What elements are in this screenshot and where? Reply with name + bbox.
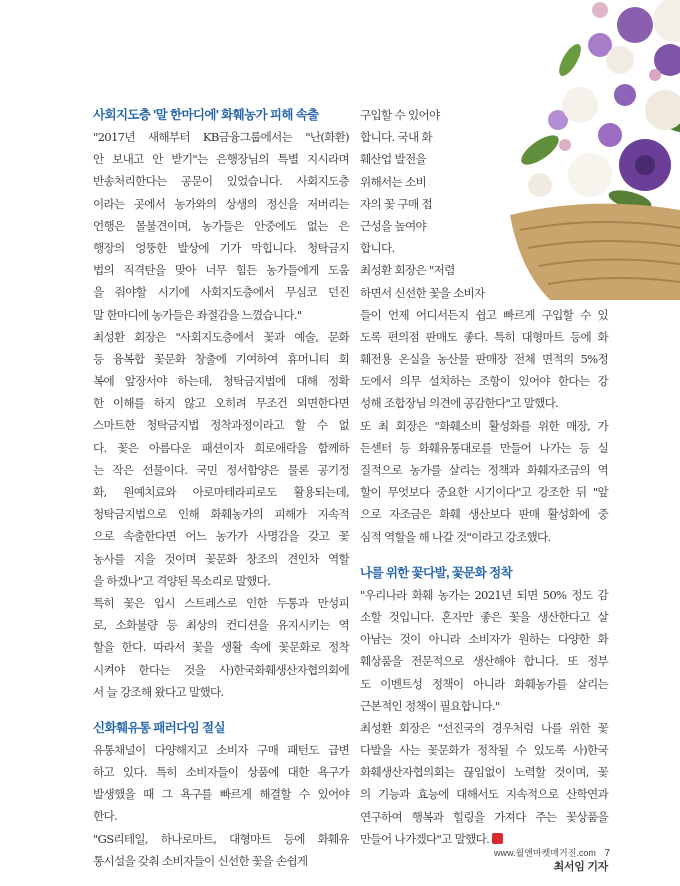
text-line: 반송처리한다는 공문이 있었습니다. 사회지도층	[93, 174, 349, 189]
text-line: "우리나라 화훼 농가는 2021년 되면 50% 정도 감	[360, 587, 608, 602]
text-line: 합니다. 국내 화	[360, 130, 432, 145]
text-line: 화, 원예치료와 아로마테라피로도 활용되는데,	[93, 485, 349, 499]
text-line: 할이 무엇보다 중요한 시기이다"고 강조한 뒤 "앞	[360, 485, 608, 500]
text-line: 으로 속출한다면 어느 농가가 사명감을 갖고 꽃	[93, 529, 349, 544]
text-line: 아남는 것이 아니라 소비자가 원하는 다양한 화	[360, 632, 608, 647]
text-line: 도 이벤트성 정책이 아니라 화훼농가를 살리는	[360, 676, 608, 691]
footer-url: www.월앤마켓매거진.com	[494, 848, 596, 858]
text-line: 농사를 지을 것이며 꽃문화 창조의 견인차 역할	[93, 551, 349, 566]
text-line: 들이 언제 어디서든지 쉽고 빠르게 구입할 수 있	[360, 307, 608, 322]
text-line: 통시설을 갖춰 소비자들이 신선한 꽃을 손쉽게	[93, 853, 308, 868]
text-line: 의 기능과 효능에 대해서도 지속적으로 산학연과	[360, 787, 608, 802]
section-2-continued-body	[360, 104, 608, 548]
text-line: 복에 앞장서야 하는데, 청탁금지법에 대해 정확	[93, 374, 349, 389]
text-line: 을 줘야할 시기에 사회지도층에서 무심코 던진	[93, 285, 349, 300]
text-line: 로, 소화불량 등 최상의 컨디션을 유지시키는 역	[93, 618, 349, 633]
text-line: 성해 조합장님 의견에 공감한다"고 말했다.	[360, 396, 559, 411]
text-line: 특히 꽃은 입시 스트레스로 인한 두통과 만성피	[93, 595, 349, 610]
text-line: 한다.	[93, 809, 117, 824]
text-line: 위해서는 소비	[360, 174, 426, 189]
text-line: 든센터 등 화훼유통대로를 만들어 나가는 등 실	[360, 440, 608, 455]
text-line: 최성환 회장은 "저렴	[360, 263, 455, 278]
text-line: 소할 것입니다. 혼자만 좋은 꽃을 생산한다고 살	[360, 609, 608, 624]
text-line: 할을 한다. 따라서 꽃을 생활 속에 꽃문화로 정착	[93, 640, 349, 655]
text-line: 는 작은 선물이다. 국민 정서함양은 물론 공기정	[93, 462, 349, 477]
text-line: 스마트한 청탁금지법 정착과정이라고 할 수 없	[93, 418, 349, 433]
text-line: 말 한마디에 농가들은 좌절감을 느꼈습니다."	[93, 307, 302, 322]
text-line: 다. 꽃은 아름다운 패션이자 희로애락을 함께하	[93, 440, 349, 455]
text-line: 안 보내고 안 받기"는 은행장님의 특별 지시라며	[93, 152, 349, 167]
text-line: 하고 있다. 특히 소비자들이 상품에 대한 욕구가	[93, 765, 349, 780]
text-line: 화훼생산자협의회는 끊임없이 노력할 것이며, 꽃	[360, 765, 608, 780]
text-line: 근성을 높여야	[360, 218, 426, 233]
text-line: 한 이해를 하지 않고 오히려 무조건 외면한다면	[93, 396, 349, 411]
text-line: 으로 자조금은 화훼 생산보다 판매 활성화에 중	[360, 507, 608, 522]
left-column	[93, 104, 349, 872]
text-line: 발생했을 때 그 욕구를 빠르게 해결할 수 있어야	[93, 787, 349, 802]
text-line: 근본적인 정책이 필요합니다."	[360, 698, 500, 713]
text-line: 도에서 의무 설치하는 조항이 있어야 한다는 강	[360, 374, 608, 389]
text-line: 행장의 엉뚱한 발상에 기가 막힙니다. 청탁금지	[93, 240, 349, 255]
text-line: 시켜야 한다는 것을 사)한국화훼생산자협의회에	[93, 662, 349, 677]
page-number: 7	[604, 848, 610, 859]
text-line: 훼산업 발전을	[360, 152, 426, 167]
right-column	[360, 104, 608, 874]
text-line: 훼상품을 전문적으로 생산해야 합니다. 또 정부	[360, 654, 608, 669]
text-line: 만들어 나가겠다"고 말했다.	[360, 828, 608, 850]
section-1-body	[93, 126, 349, 703]
text-line: 구입할 수 있어야	[360, 108, 440, 122]
section-heading-1: 사회지도층 '말 한마디에' 화훼농가 피해 속출	[93, 108, 319, 122]
text-line: 질적으로 농가를 살리는 정책과 화훼자조금의 역	[360, 463, 608, 477]
text-line: 최성환 회장은 "선진국의 경우처럼 나를 위한 꽃	[360, 720, 608, 735]
section-2-body	[93, 739, 349, 872]
text-line: 훼전용 온실을 농산물 판매장 전체 면적의 5%정	[360, 352, 608, 367]
text-line: 또 최 회장은 "화훼소비 활성화를 위한 매장, 가	[360, 418, 608, 433]
text-line: 연구하여 행복과 힐링을 가져다 주는 꽃상품을	[360, 809, 608, 824]
text-line: 합니다.	[360, 241, 395, 256]
text-line: "GS리테일, 하나로마트, 대형마트 등에 화훼유	[93, 831, 349, 846]
section-heading-2: 신화훼유통 패러다임 절실	[93, 720, 225, 735]
text-line: 이라는 곳에서 농가와의 상생의 정신을 저버리는	[93, 196, 349, 211]
text-line: 최성환 회장은 "사회지도층에서 꽃과 예술, 문화	[93, 329, 349, 344]
section-3-body	[360, 584, 608, 850]
text-line: 심적 역할을 해 나갈 것"이라고 강조했다.	[360, 529, 551, 544]
text-line: "2017년 새해부터 KB금융그룹에서는 "난(화환)	[93, 130, 349, 144]
page-footer	[494, 846, 610, 859]
text-line: 언행은 몰불견이며, 농가들은 안중에도 없는 은	[93, 218, 349, 233]
text-line: 청탁금지법으로 인해 화훼농가의 피해가 지속적	[93, 507, 349, 522]
text-line: 자의 꽃 구매 접	[360, 196, 432, 211]
text-line: 하면서 신선한 꽃을 소비자	[360, 285, 485, 300]
text-line: 서 늘 강조해 왔다고 말했다.	[93, 684, 224, 699]
section-heading-3: 나를 위한 꽃다발, 꽃문화 정착	[360, 565, 513, 580]
text-line: 을 하겠나"고 격양된 목소리로 말했다.	[93, 573, 271, 588]
text-line: 유통채널이 다양해지고 소비자 구매 패턴도 급변	[93, 742, 349, 757]
text-line: 도록 편의점 판매도 좋다. 특히 대형마트 등에 화	[360, 329, 608, 344]
article-end-icon	[492, 833, 503, 844]
text-line: 등 융복합 꽃문화 창출에 기여하여 휴머니티 회	[93, 351, 349, 366]
text-line: 법의 직격탄을 맞아 너무 힘든 농가들에게 도움	[93, 263, 349, 278]
text-line: 다발을 사는 꽃문화가 정착될 수 있도록 사)한국	[360, 743, 608, 758]
byline: 최서임 기자	[553, 861, 608, 873]
